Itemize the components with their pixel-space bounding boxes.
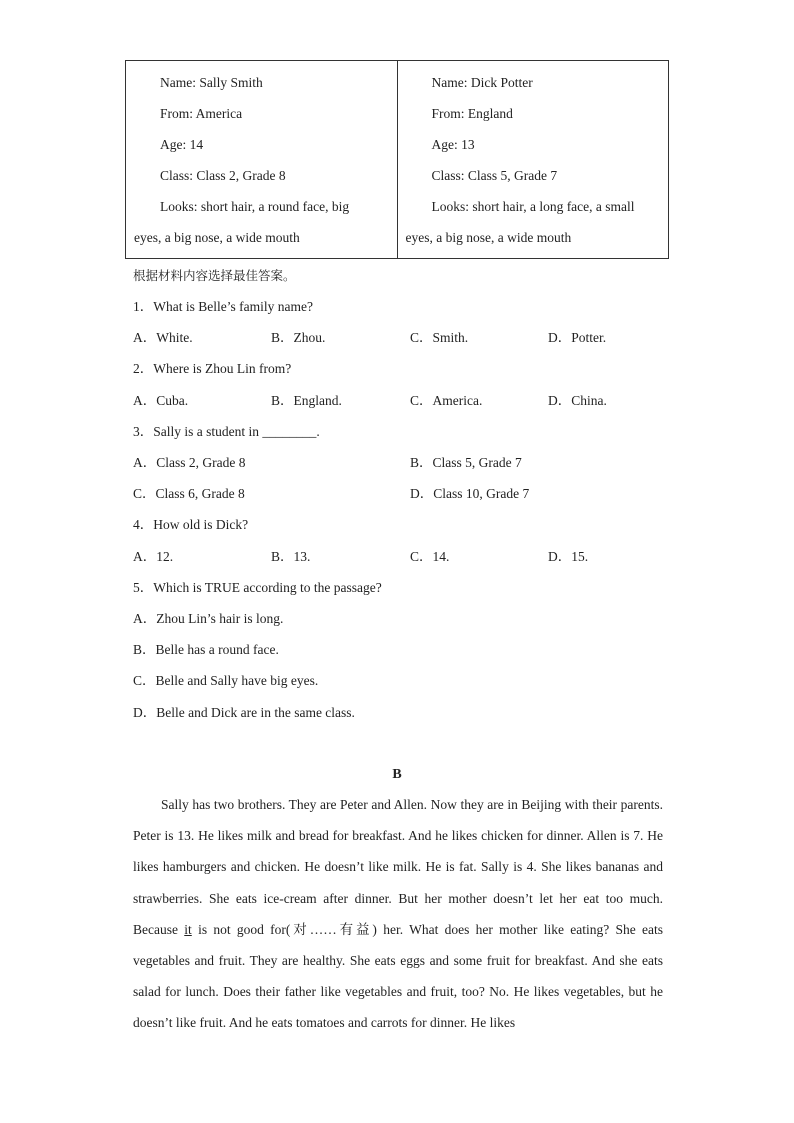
question-5-stem: 5．Which is TRUE according to the passage? bbox=[133, 580, 382, 595]
profile-from: From: England bbox=[431, 106, 513, 121]
question-3-option-b[interactable]: B．Class 5, Grade 7 bbox=[410, 455, 522, 470]
section-heading: B bbox=[392, 767, 402, 782]
question-3-option-c[interactable]: C．Class 6, Grade 8 bbox=[133, 486, 245, 501]
profile-looks: Looks: short hair, a round face, big bbox=[160, 199, 350, 214]
question-1-option-d[interactable]: D．Potter. bbox=[548, 330, 607, 345]
question-5-option-b[interactable]: B．Belle has a round face. bbox=[133, 642, 279, 657]
question-5-option-d[interactable]: D．Belle and Dick are in the same class. bbox=[133, 705, 355, 720]
question-2-option-d[interactable]: D．China. bbox=[548, 393, 607, 408]
profile-class: Class: Class 5, Grade 7 bbox=[431, 168, 558, 183]
question-1-option-a[interactable]: A．White. bbox=[133, 330, 193, 345]
underlined-word: it bbox=[184, 921, 192, 937]
question-4-stem: 4．How old is Dick? bbox=[133, 517, 249, 532]
question-3-option-d[interactable]: D．Class 10, Grade 7 bbox=[410, 486, 530, 501]
question-5-option-a[interactable]: A．Zhou Lin’s hair is long. bbox=[133, 611, 284, 626]
passage-paragraph bbox=[133, 789, 663, 1039]
profile-card-sally bbox=[126, 61, 398, 259]
question-3-option-a[interactable]: A．Class 2, Grade 8 bbox=[133, 455, 246, 470]
profile-age: Age: 13 bbox=[431, 137, 475, 152]
profile-age: Age: 14 bbox=[160, 137, 204, 152]
question-2-option-b[interactable]: B．England. bbox=[271, 393, 342, 408]
question-4-option-a[interactable]: A．12. bbox=[133, 549, 174, 564]
profile-card-dick bbox=[397, 61, 669, 259]
question-2-option-c[interactable]: C．America. bbox=[410, 393, 483, 408]
question-2-option-a[interactable]: A．Cuba. bbox=[133, 393, 189, 408]
profile-from: From: America bbox=[160, 106, 243, 121]
profile-looks: Looks: short hair, a long face, a small bbox=[431, 199, 635, 214]
question-3-stem: 3．Sally is a student in ________. bbox=[133, 424, 320, 439]
question-2-stem: 2．Where is Zhou Lin from? bbox=[133, 361, 292, 376]
profile-table bbox=[125, 60, 669, 259]
profile-name: Name: Dick Potter bbox=[431, 75, 533, 90]
passage-text-end: is not good for(对……有益) her. What does her mother like eating? She eats vegetables and fruit. They are healthy. She eats eggs and some fruit for breakfast. And she eats salad for lunch. Does their father like vegetables and fruit, too? No. He likes vegetables, but he doesn’t like fruit. And he eats tomatoes and carrots for dinner. He likes bbox=[133, 921, 663, 1031]
passage-b bbox=[133, 789, 663, 1039]
profile-class: Class: Class 2, Grade 8 bbox=[160, 168, 286, 183]
instruction-text: 根据材料内容选择最佳答案。 bbox=[133, 268, 296, 283]
question-1-stem: 1．What is Belle’s family name? bbox=[133, 299, 313, 314]
question-4-option-b[interactable]: B．13. bbox=[271, 549, 311, 564]
question-5-option-c[interactable]: C．Belle and Sally have big eyes. bbox=[133, 673, 319, 688]
question-1-option-c[interactable]: C．Smith. bbox=[410, 330, 469, 345]
passage-text-start: Sally has two brothers. They are Peter and Allen. Now they are in Beijing with their parents. Peter is 13. He likes milk and bread for breakfast. And he likes chicken for dinner. Allen is 7. He likes hamburgers and chicken. He doesn’t like milk. He is fat. Sally is 4. She likes bananas and strawberries. She eats ice-cream after dinner. But her mother doesn’t let her eat too much. Because bbox=[133, 797, 663, 937]
profile-name: Name: Sally Smith bbox=[160, 75, 263, 90]
question-4-option-c[interactable]: C．14. bbox=[410, 549, 450, 564]
question-1-option-b[interactable]: B．Zhou. bbox=[271, 330, 326, 345]
profile-looks-cont: eyes, a big nose, a wide mouth bbox=[405, 230, 572, 245]
profile-looks-cont: eyes, a big nose, a wide mouth bbox=[134, 230, 300, 245]
question-4-option-d[interactable]: D．15. bbox=[548, 549, 589, 564]
